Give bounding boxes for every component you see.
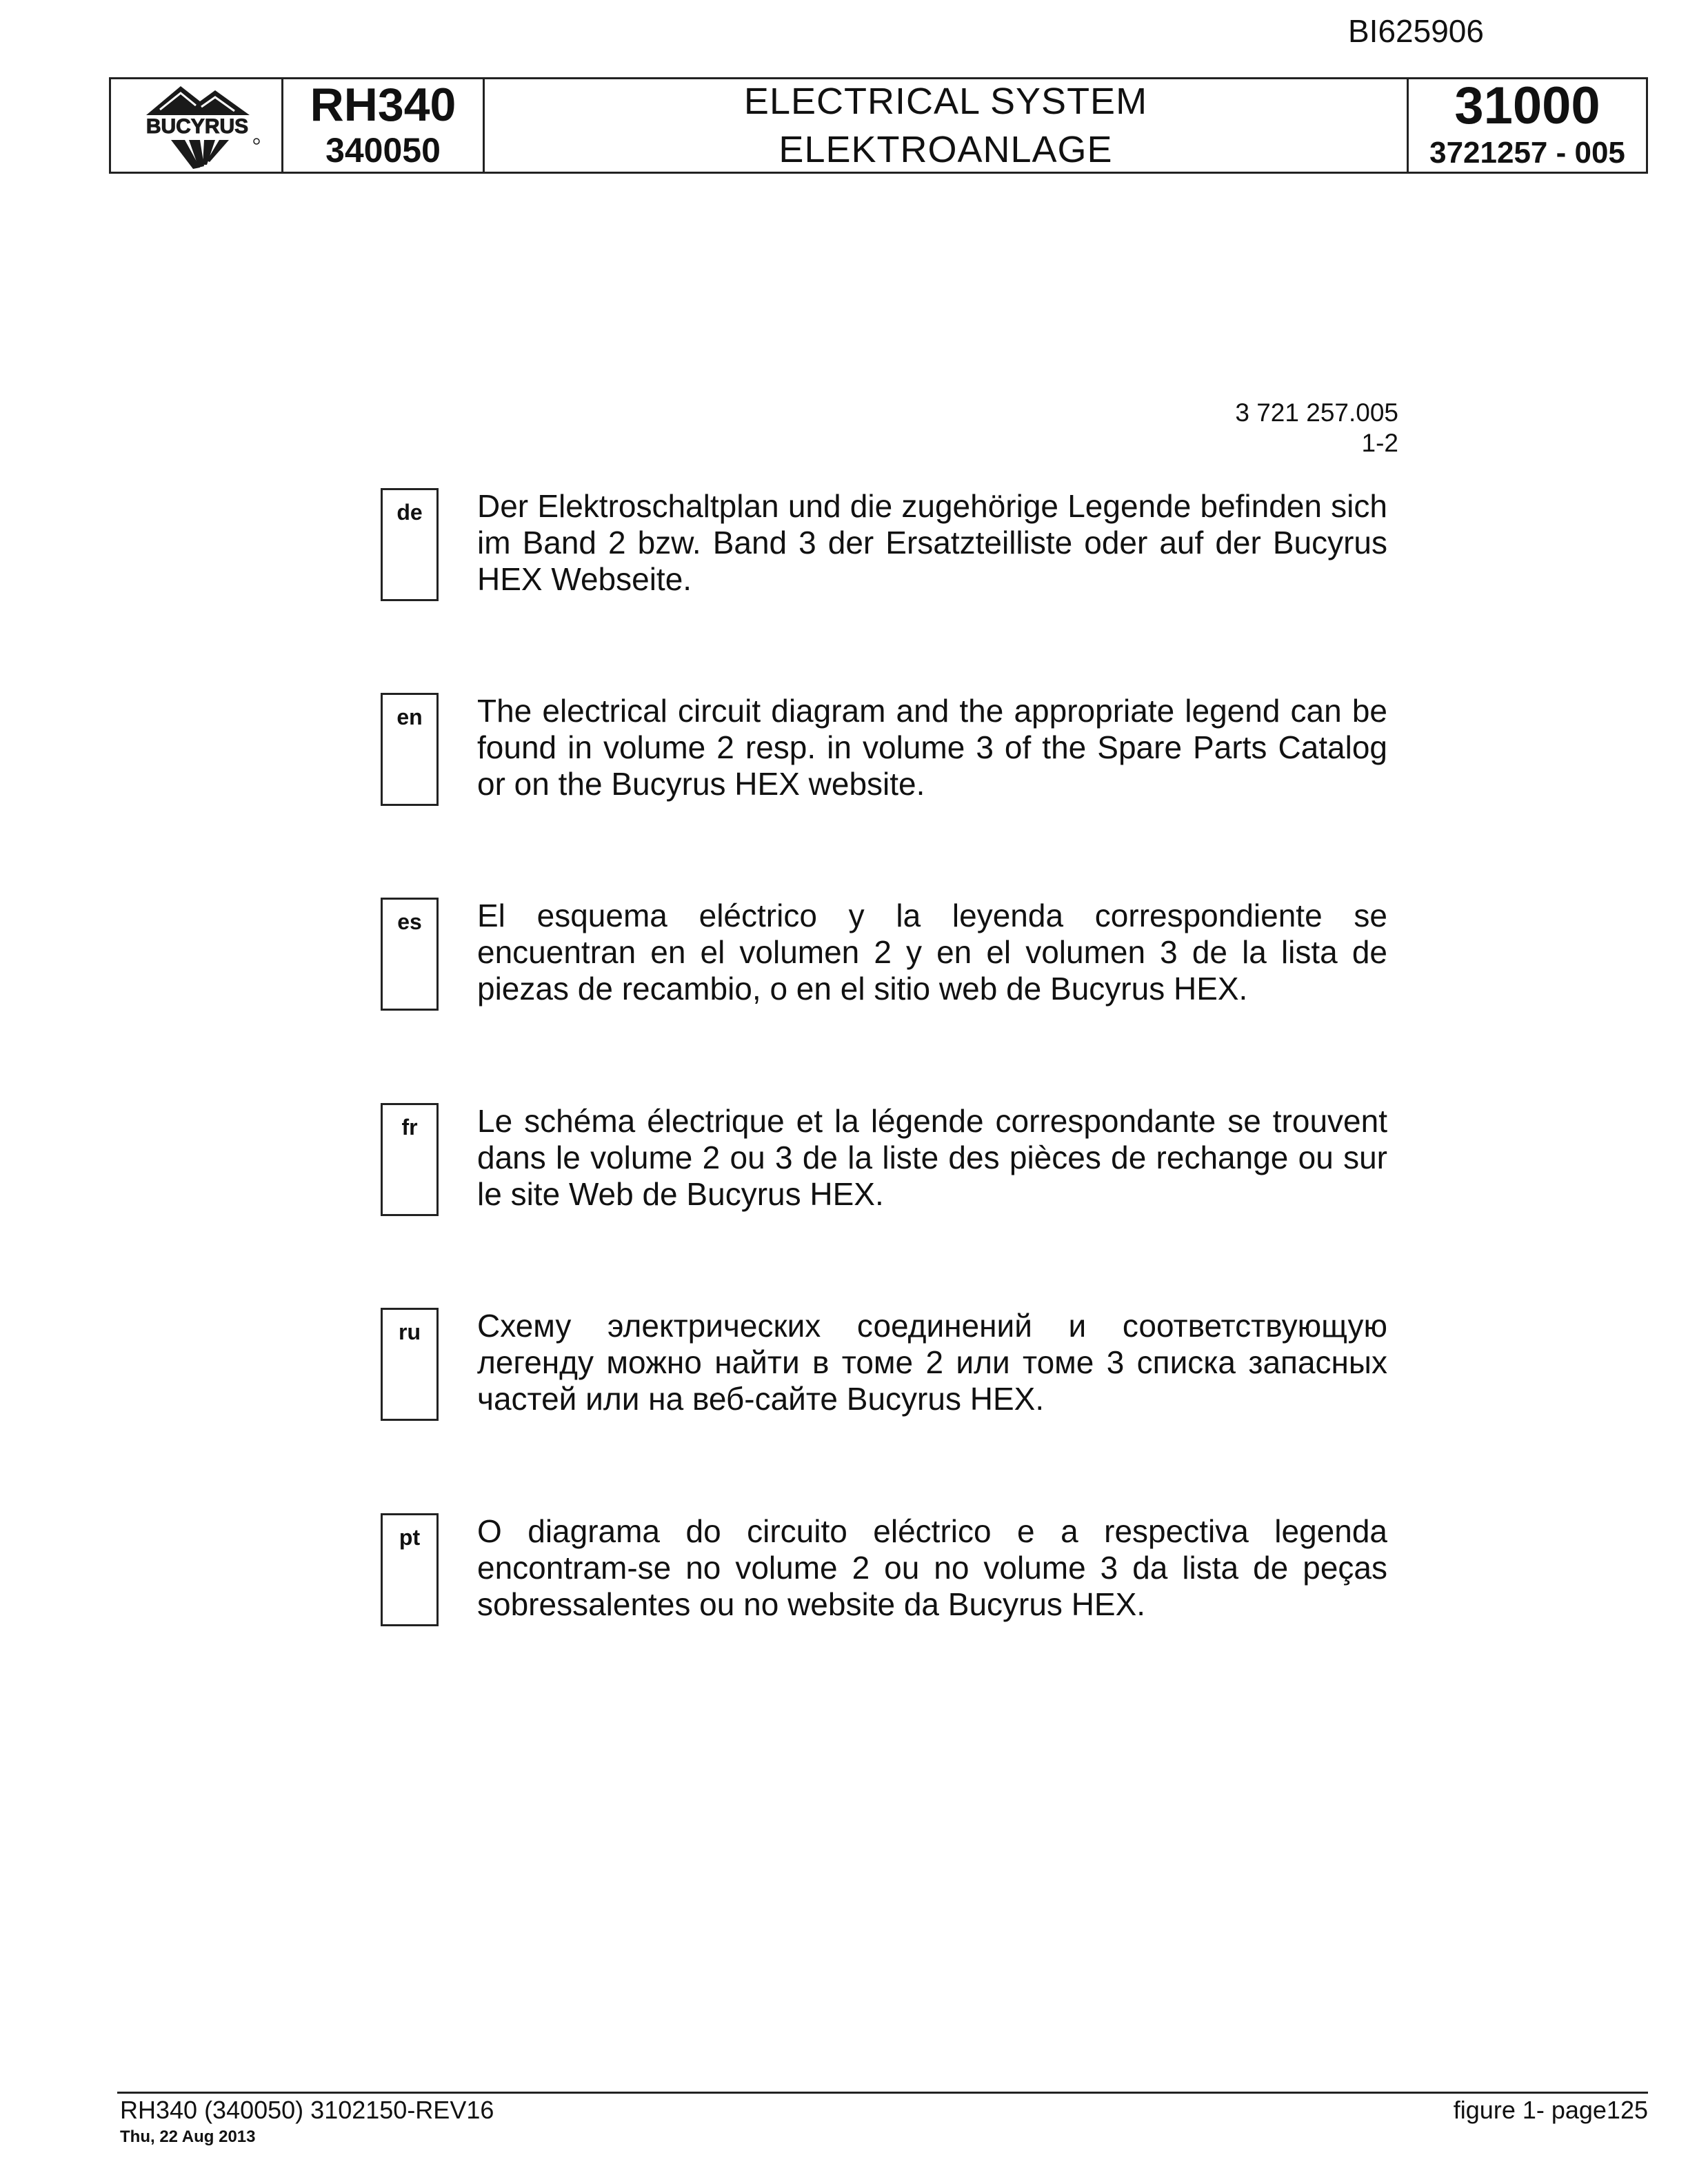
header-table xyxy=(109,77,1648,174)
language-block-es xyxy=(381,898,1387,1015)
language-block-en xyxy=(381,693,1387,810)
svg-text:BUCYRUS: BUCYRUS xyxy=(145,115,248,138)
model-cell xyxy=(283,79,485,172)
model-number: RH340 xyxy=(310,79,456,131)
language-code-box: en xyxy=(381,693,439,806)
title-german: ELEKTROANLAGE xyxy=(778,129,1113,170)
serial-number: 340050 xyxy=(325,131,441,170)
section-code: 31000 xyxy=(1454,77,1600,135)
code-cell xyxy=(1409,79,1646,172)
language-text: Схему электрических соединений и соответствующую легенду можно найти в томе 2 или томе 3 списка запасных частей или на веб-сайте Bucyrus HEX. xyxy=(477,1308,1387,1417)
reference-number: 3 721 257.005 xyxy=(1235,398,1398,427)
footer-divider xyxy=(117,2092,1648,2094)
language-code-box: ru xyxy=(381,1308,439,1421)
title-english: ELECTRICAL SYSTEM xyxy=(743,81,1148,122)
language-block-de xyxy=(381,488,1387,605)
language-block-ru xyxy=(381,1308,1387,1425)
language-text: El esquema eléctrico y la leyenda correspondiente se encuentran en el volumen 2 y en el volumen 3 de la lista de piezas de recambio, o en el sitio web de Bucyrus HEX. xyxy=(477,898,1387,1007)
logo-cell xyxy=(111,79,283,172)
language-block-pt xyxy=(381,1513,1387,1630)
footer-page-ref: figure 1- page125 xyxy=(1453,2096,1648,2124)
language-code-box: de xyxy=(381,488,439,601)
language-code-box: es xyxy=(381,898,439,1011)
bucyrus-logo xyxy=(119,81,274,170)
reference-page: 1-2 xyxy=(1361,429,1398,457)
language-code-box: pt xyxy=(381,1513,439,1626)
language-text: The electrical circuit diagram and the appropriate legend can be found in volume 2 resp. in volume 3 of the Spare Parts Catalog or on the Bucyrus HEX website. xyxy=(477,693,1387,802)
language-code-box: fr xyxy=(381,1103,439,1216)
title-cell xyxy=(485,79,1409,172)
document-id: BI625906 xyxy=(1348,13,1484,49)
language-text: O diagrama do circuito eléctrico e a respectiva legenda encontram-se no volume 2 ou no volume 3 da lista de peças sobressalentes ou no website da Bucyrus HEX. xyxy=(477,1513,1387,1622)
footer-document-ref: RH340 (340050) 3102150-REV16 xyxy=(120,2096,494,2124)
part-number: 3721257 - 005 xyxy=(1429,136,1625,170)
footer-date: Thu, 22 Aug 2013 xyxy=(120,2127,256,2146)
language-text: Der Elektroschaltplan und die zugehörige Legende befinden sich im Band 2 bzw. Band 3 der Ersatzteilliste oder auf der Bucyrus HEX Webseite. xyxy=(477,488,1387,597)
language-block-fr xyxy=(381,1103,1387,1220)
language-text: Le schéma électrique et la légende correspondante se trouvent dans le volume 2 ou 3 de la liste des pièces de rechange ou sur le site Web de Bucyrus HEX. xyxy=(477,1103,1387,1212)
